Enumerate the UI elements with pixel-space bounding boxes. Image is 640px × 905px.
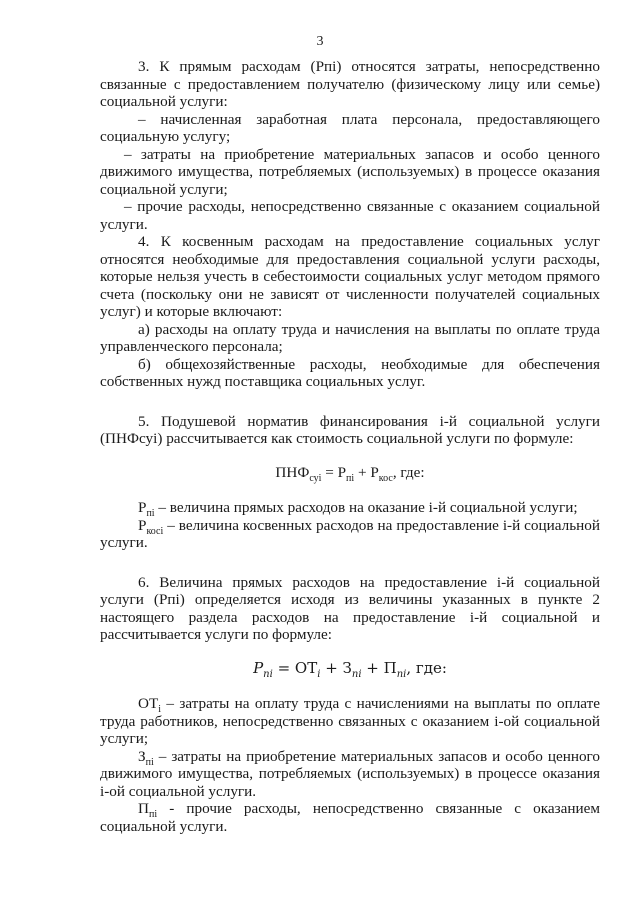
definition-labor-costs: $ОТ_i$ – затраты на оплату труда с начислениями на выплаты по оплате труда работников, непосредственно связанных с оказанием i-ой социальной услуги;: [100, 695, 600, 747]
list-item: – начисленная заработная плата персонала, предоставляющего социальную услугу;: [100, 110, 600, 145]
paragraph-4: 4. К косвенным расходам на предоставление социальных услуг относятся необходимые для предоставления социальной услуги расходы, которые нельзя учесть в себестоимости социальных услуг методом прямого счета (поскольку они не зависят от численности получателей социальных услуг) и которые включают:: [100, 233, 600, 320]
paragraph-5: 5. Подушевой норматив финансирования i-й социальной услуги (ПНФсуi) рассчитывается как стоимость социальной услуги по формуле:: [100, 412, 600, 447]
definition-material-costs: $З_{пi}$ – затраты на приобретение материальных запасов и особо ценного движимого имущества, потребляемых (используемых) в процессе оказания i-ой социальной услуги.: [100, 747, 600, 800]
list-item: – затраты на приобретение материальных запасов и особо ценного движимого имущества, потребляемых (используемых) в процессе оказания социальной услуги;: [100, 145, 600, 198]
list-item: – прочие расходы, непосредственно связанные с оказанием социальной услуги.: [100, 198, 600, 233]
definition-indirect-costs: $P_{косi}$ – величина косвенных расходов на предоставление i-й социальной услуги.: [100, 516, 600, 551]
paragraph-3: 3. К прямым расходам (Pпi) относятся затраты, непосредственно связанные с предоставлением получателю (физическому лицу или семье) социальной услуги:: [100, 58, 600, 110]
definition-other-costs: $П_{пi}$ - прочие расходы, непосредственно связанные с оказанием социальной услуги.: [100, 800, 600, 835]
page-number: 3: [316, 34, 324, 49]
document-body: [100, 58, 600, 835]
list-item: а) расходы на оплату труда и начисления на выплаты по оплате труда управленческого персонала;: [100, 320, 600, 355]
list-item: б) общехозяйственные расходы, необходимые для обеспечения собственных нужд поставщика социальных услуг.: [100, 355, 600, 390]
formula-direct-costs: $P_{пi} = ОТ_i + З_{пi} + П_{пi}$, где:: [253, 658, 447, 680]
definition-direct-costs: $P_{пi}$ – величина прямых расходов на оказание i-й социальной услуги;: [138, 499, 578, 520]
formula-per-capita-norm: $ПНФ_{суi} = P_{пi} + P_{кос}$, где:: [275, 463, 425, 484]
paragraph-6: 6. Величина прямых расходов на предоставление i-й социальной услуги (Pпi) определяется исходя из величины указанных в пункте 2 настоящего раздела расходов на предоставление i-й социальной и рассчитывается услуги по формуле:: [100, 573, 600, 643]
